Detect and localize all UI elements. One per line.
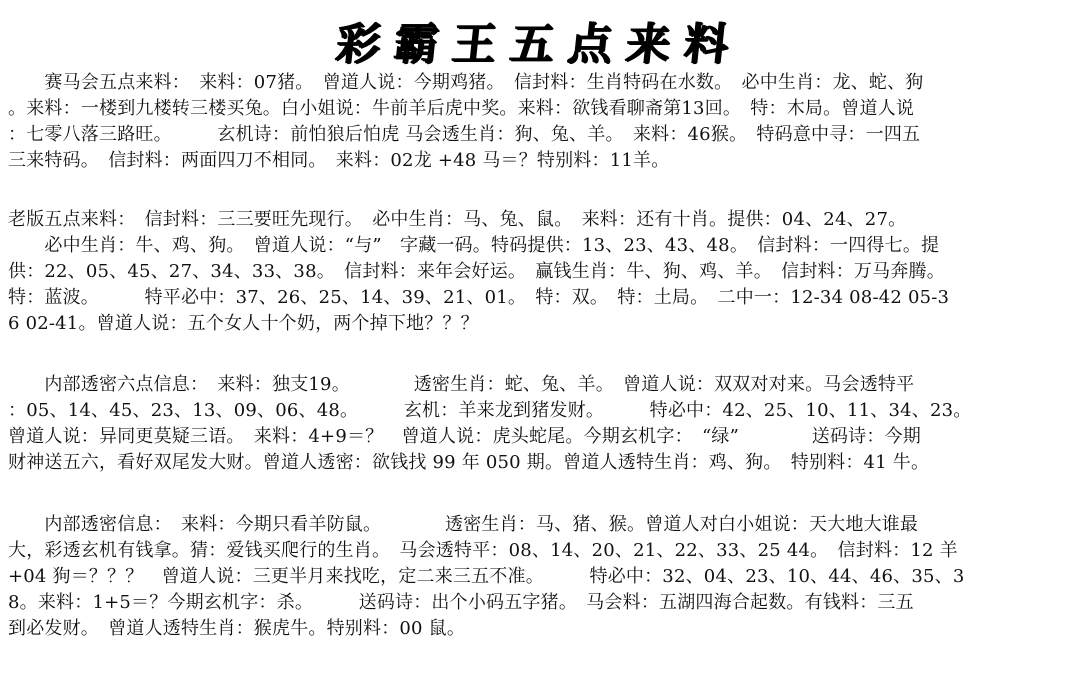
- text-line: 8。来料：1+5＝？今期玄机字：杀。 送码诗：出个小码五字猪。 马会料：五湖四海合起数。有钱料：三五: [8, 592, 914, 613]
- page-title: 彩霸王五点来料: [333, 19, 746, 70]
- section-horse-club-five-point: [8, 70, 1074, 174]
- text-line: 老版五点来料： 信封料：三三要旺先现行。 必中生肖：马、兔、鼠。 来料：还有十肖。提供：04、24、27。: [8, 209, 907, 230]
- text-line: 大，彩透玄机有钱拿。猜：爱钱买爬行的生肖。 马会透特平：08、14、20、21、22、33、25 44。 信封料：12 羊: [8, 540, 958, 561]
- section-internal-six-point: [8, 372, 1074, 476]
- text-line: 特：蓝波。 特平必中：37、26、25、14、39、21、01。 特：双。 特：土局。 二中一：12-34 08-42 05-3: [8, 287, 950, 308]
- text-line: 曾道人说：异同更莫疑三语。 来料：4+9＝？ 曾道人说：虎头蛇尾。今期玄机字： “绿” 送码诗：今期: [8, 426, 921, 447]
- text-line: +04 狗＝？？？ 曾道人说：三更半月来找吃，定二来三五不准。 特必中：32、04、23、10、44、46、35、3: [8, 566, 965, 587]
- text-line: 三来特码。 信封料：两面四刀不相同。 来料：02龙 +48 马＝？特别料：11羊。: [8, 150, 670, 171]
- text-line: 供：22、05、45、27、34、33、38。 信封料：来年会好运。 赢钱生肖：牛、狗、鸡、羊。 信封料：万马奔腾。: [8, 261, 945, 282]
- text-line: 。来料：一楼到九楼转三楼买兔。白小姐说：牛前羊后虎中奖。来料：欲钱看聊斋第13回。 特：木局。曾道人说: [8, 98, 915, 119]
- text-line: 到必发财。 曾道人透特生肖：猴虎牛。特别料：00 鼠。: [8, 618, 466, 639]
- text-line: 必中生肖：牛、鸡、狗。 曾道人说：“与” 字藏一码。特码提供：13、23、43、48。 信封料：一四得七。提: [8, 235, 940, 256]
- text-line: 赛马会五点来料： 来料：07猪。 曾道人说：今期鸡猪。 信封料：生肖特码在水数。 必中生肖：龙、蛇、狗: [8, 72, 924, 93]
- text-line: ：七零八落三路旺。 玄机诗：前怕狼后怕虎 马会透生肖：狗、兔、羊。 来料：46猴。 特码意中寻：一四五: [8, 124, 921, 145]
- section-internal-info: [8, 512, 1074, 642]
- section-old-edition-five-point: [8, 207, 1074, 337]
- text-line: 6 02-41。曾道人说：五个女人十个奶，两个掉下地？？？: [8, 313, 479, 334]
- text-line: ：05、14、45、23、13、09、06、48。 玄机：羊来龙到猪发财。 特必中：42、25、10、11、34、23。: [8, 400, 972, 421]
- text-line: 内部透密六点信息： 来料：独支19。 透密生肖：蛇、兔、羊。 曾道人说：双双对对来。马会透特平: [8, 374, 915, 395]
- text-line: 财神送五六，看好双尾发大财。曾道人透密：欲钱找 99 年 050 期。曾道人透特生肖：鸡、狗。 特别料：41 牛。: [8, 452, 930, 473]
- text-line: 内部透密信息： 来料：今期只看羊防鼠。 透密生肖：马、猪、猴。曾道人对白小姐说：天大地大谁最: [8, 514, 919, 535]
